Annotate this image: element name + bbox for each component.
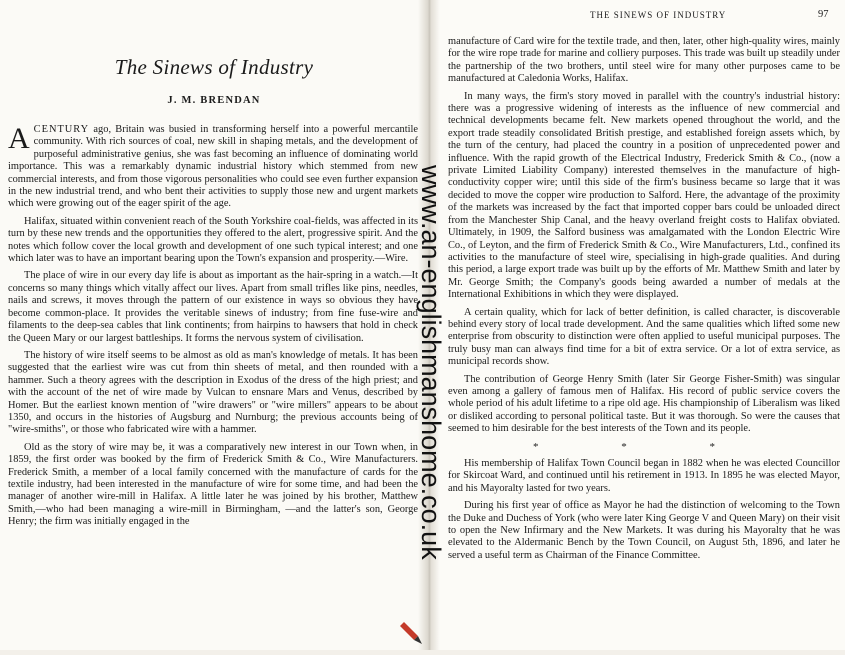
paragraph: manufacture of Card wire for the textile trade, and then, later, other high-quality wires, mainly for the wire rope trade for marine and colliery purposes. This trade was built up steadily under the partnership of the two brothers, until steel wire for many other purposes came to be manufactured at Caledonia Works, Halifax. (448, 36, 840, 85)
article-title: The Sinews of Industry (114, 55, 314, 79)
paragraph: A certain quality, which for lack of better definition, is called character, is discoverable behind every story of local trade development. And the same qualities which lifted some new enterprise from obscurity to distinction were often applied to useful municipal purposes. The truly busy man can always find time for a bit of extra service. Or a lot of extra service, as municipal records show. (448, 306, 840, 368)
watermark-graphic (340, 160, 480, 650)
watermark-text: www.an-englishmanshome.co.uk (416, 165, 446, 560)
paragraph: In many ways, the firm's story moved in parallel with the country's industrial history: there was a progressive widening of interests as the influence of new commercial and technical developments became felt. New markets opened throughout the world, and the export trade steadily consolidated British prestige, and established foreign assets which, by the turn of the century, had placed the country in a position of unprecedented power and influence. With the rapid growth of the Electrical Industry, Frederick Smith & Co., (now a private Limited Liability Company) interested themselves in the manufacture of high-conductivity copper wire; until this side of the firm's business became so large that it was decided to move the copper wire production to Salford. Here, the advantage of the proximity of the markets was increased by the fact that imported copper bars could be unloaded direct from the Manchester Ship Canal, and the heavy overland freight costs to Halifax obviated. Ultimately, in 1909, the Salford business was amalgamated with the London Electric Wire Co., of Leyton, and the firm of Frederick Smith & Co., Wire Manufacturers, Ltd., confined its activities to the manufacture of steel wire, specialising in high-grade qualities. And during this period, a large export trade was built up by the efforts of Mr. Matthew Smith and later by Mr. George Smith; the Company's goods being awarded a number of medals at the International Exhibitions in which they were displayed. (448, 90, 840, 301)
section-divider: * * * (533, 440, 755, 453)
running-head: THE SINEWS OF INDUSTRY (590, 10, 727, 20)
paragraph: The contribution of George Henry Smith (later Sir George Fisher-Smith) was singular even among a gallery of famous men of Halifax. His record of public service covers the whole period of his adult lifetime to a ripe old age. His championship of Liberalism was liked or disliked according to personal political taste. But it was thorough. So were the causes that seemed to him desirable for the best interests of the Town and its people. (448, 373, 840, 435)
paragraph-text: ago, Britain was busied in transforming herself into a powerful mercantile community. With rich sources of coal, new skill in shaping metals, and the development of purposeful administrative genius, she was fast becoming an influence of dominating world importance. This was a remarkably dynamic industrial history which stemmed from new commercial interests, and from those vigorous personalities who could see even further expansion in the new industrial trend, and who bent their activities to supply those new and urgent markets which were growing out of the eager spirit of the age. (8, 124, 418, 210)
paragraph: During his first year of office as Mayor he had the distinction of welcoming to the Town the Duke and Duchess of York (who were later King George V and Queen Mary) on their visit to open the New Infirmary and the New Markets. It was during his Mayoralty that he was elevated to the Aldermanic Bench by the Town Council, on August 5th, 1896, and later he served a useful term as Chairman of the Finance Committee. (448, 500, 840, 561)
paragraph: The place of wire in our every day life is about as important as the hair-spring in a watch.—It concerns so many things which vitally affect our lives. Apart from small trifles like pins, needles, nails and screws, it moves through the pattern of our existence in ways so obvious they have become common-place. It provides the veritable sinews of industry; from fine fuse-wire and filaments to the deep-sea cables that link continents; from hairpins to hawsers that hold in check the Queen Mary or our largest battleships. It forms the nervous system of civilisation. (8, 270, 418, 344)
paragraph: Old as the story of wire may be, it was a comparatively new interest in our Town when, in 1859, the first order was booked by the firm of Frederick Smith & Co., Wire Manufacturers. Frederick Smith, a member of a local family concerned with the manufacture of cards for the textile industry, had been interested in the manufacture of wire for some time, and had been the manager of another wire-mill in Halifax. A little later he was joined by his brother, Matthew Smith,—who had been managing a wire-mill in Birmingham, —and the latter's son, George Henry; the firm was initially engaged in the (8, 441, 418, 528)
website-watermark (340, 160, 480, 650)
right-column-text (448, 36, 840, 567)
page-number: 97 (818, 9, 829, 20)
paragraph: His membership of Halifax Town Council began in 1882 when he was elected Councillor for Skircoat Ward, and continued until his retirement in 1913. In 1895 he was elected Mayor, and his Mayoralty lasted for two years. (448, 458, 840, 494)
pen-icon (400, 622, 422, 644)
drop-cap: A (8, 122, 30, 155)
article-author: J. M. BRENDAN (167, 95, 261, 106)
paragraph: Halifax, situated within convenient reach of the South Yorkshire coal-fields, was affected in its turn by these new trends and the opportunities they offered to the alert, progressive spirit. And the notes which follow cover the local growth and development of one such typical interest; and one which later was to have an important bearing upon the Town's expansion and prosperity.—Wire. (8, 215, 418, 265)
paragraph: The history of wire itself seems to be almost as old as man's knowledge of metals. It has been suggested that the earliest wire was cut from thin sheets of metal, and then rounded with a hammer. Such a theory agrees with the description in Exodus of the dress of the high priest; and with the account of the net of wire made by Vulcan to ensnare Mars and Venus, described by Homer. But the earliest known mention of "wire drawers" or "wire millers" appears to be about 1350, and occurs in the histories of Augsburg and Nurnburg; the previous accounts being of "wire-smiths", or those who fabricated wire with a hammer. (8, 349, 418, 436)
first-word: CENTURY (33, 124, 90, 135)
